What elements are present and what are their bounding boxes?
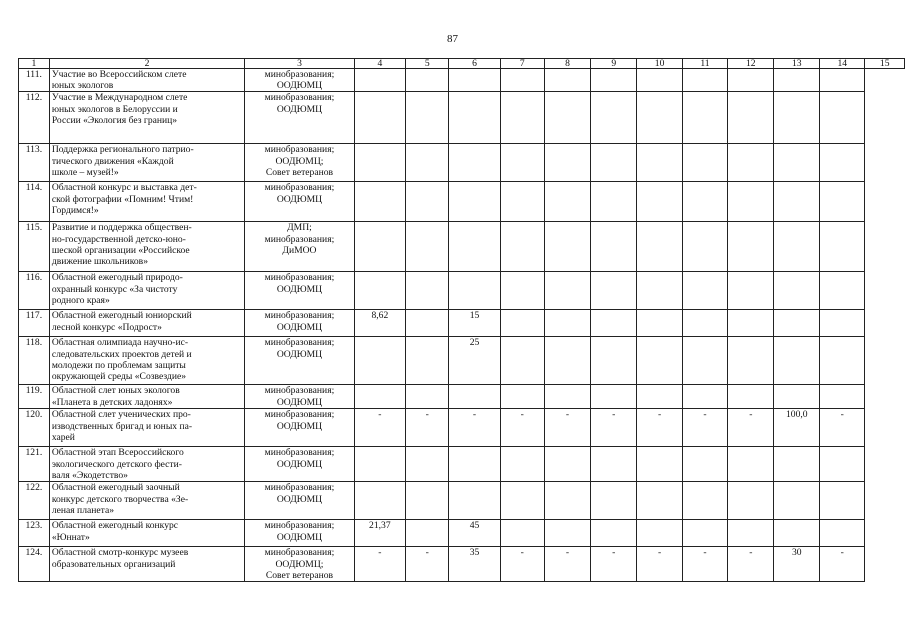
description-line: Областной слет ученических про- <box>51 409 191 421</box>
value-cell-col-8 <box>544 272 590 310</box>
value-cell-col-12 <box>728 310 774 337</box>
row-number: 114. <box>19 182 50 222</box>
description-line: тического движения «Каждой <box>51 155 174 167</box>
responsible-organization <box>245 447 354 482</box>
row-number: 122. <box>19 482 50 520</box>
value-cell-col-10: - <box>637 547 682 582</box>
description-line: Развитие и поддержка обществен- <box>51 222 192 234</box>
description-line: Участие в Международном слете <box>51 92 188 104</box>
table-row <box>19 182 905 222</box>
value-cell-col-14 <box>820 182 865 222</box>
value-cell-col-8 <box>544 222 590 272</box>
event-description <box>49 69 245 92</box>
value-cell-col-9 <box>591 182 637 222</box>
description-line: молодежи по проблемам защиты <box>51 359 186 371</box>
table-row <box>19 547 905 582</box>
table-row <box>19 385 905 409</box>
organization-line: ООДЮМЦ; <box>275 155 324 167</box>
event-description <box>49 482 245 520</box>
responsible-organization <box>245 310 354 337</box>
value-cell-col-10 <box>637 272 682 310</box>
value-cell-col-9 <box>591 520 637 547</box>
description-line: Областной этап Всероссийского <box>51 447 184 459</box>
organization-line: минобразования; <box>264 272 335 284</box>
event-description <box>49 409 245 447</box>
value-cell-col-12: - <box>728 547 774 582</box>
row-number: 117. <box>19 310 50 337</box>
responsible-organization <box>245 92 354 144</box>
page-number: 87 <box>447 33 458 45</box>
table-row <box>19 272 905 310</box>
description-line: ской фотографии «Помним! Чтим! <box>51 193 194 205</box>
value-cell-col-11 <box>682 92 727 144</box>
responsible-organization <box>245 520 354 547</box>
value-cell-col-13 <box>774 182 820 222</box>
value-cell-col-13 <box>774 337 820 385</box>
value-cell-col-7 <box>500 144 544 182</box>
value-cell-col-4: - <box>354 547 405 582</box>
description-line: Областной ежегодный природо- <box>51 272 183 284</box>
value-cell-col-7 <box>500 385 544 409</box>
table-row <box>19 144 905 182</box>
table-row <box>19 69 905 92</box>
value-cell-col-7 <box>500 182 544 222</box>
event-description <box>49 92 245 144</box>
value-cell-col-14 <box>820 337 865 385</box>
value-cell-col-12 <box>728 482 774 520</box>
description-line: Областной ежегодный юниорский <box>51 310 192 322</box>
value-cell-col-7 <box>500 272 544 310</box>
description-line: конкурс детского творчества «Зе- <box>51 493 189 505</box>
value-cell-col-10 <box>637 144 682 182</box>
value-cell-col-6 <box>449 92 500 144</box>
responsible-organization <box>245 144 354 182</box>
value-cell-col-10 <box>637 520 682 547</box>
value-cell-col-8 <box>544 92 590 144</box>
value-cell-col-14 <box>820 310 865 337</box>
value-cell-col-6 <box>449 69 500 92</box>
value-cell-col-8 <box>544 144 590 182</box>
description-line: Областной смотр-конкурс музеев <box>51 547 189 559</box>
row-number: 112. <box>19 92 50 144</box>
value-cell-col-5 <box>406 520 449 547</box>
value-cell-col-4 <box>354 69 405 92</box>
description-line: Участие во Всероссийском слете <box>51 69 187 80</box>
responsible-organization <box>245 69 354 92</box>
value-cell-col-13: 30 <box>774 547 820 582</box>
value-cell-col-13 <box>774 310 820 337</box>
column-number-11: 11 <box>682 59 727 69</box>
description-line: но-государственной детско-юно- <box>51 233 186 245</box>
event-description <box>49 144 245 182</box>
value-cell-col-10 <box>637 182 682 222</box>
value-cell-col-14 <box>820 222 865 272</box>
row-number: 118. <box>19 337 50 385</box>
organization-line: ООДЮМЦ <box>276 458 323 470</box>
table-row <box>19 482 905 520</box>
value-cell-col-6 <box>449 182 500 222</box>
value-cell-col-11 <box>682 272 727 310</box>
value-cell-col-14 <box>820 144 865 182</box>
description-line: «Планета в детских ладонях» <box>51 396 173 408</box>
organization-line: ООДЮМЦ <box>276 531 323 543</box>
value-cell-col-9 <box>591 337 637 385</box>
organization-line: минобразования; <box>264 69 335 80</box>
value-cell-col-13 <box>774 520 820 547</box>
value-cell-col-8: - <box>544 409 590 447</box>
table-row <box>19 520 905 547</box>
organization-line: Совет ветеранов <box>265 166 334 178</box>
table-row <box>19 409 905 447</box>
value-cell-col-12 <box>728 385 774 409</box>
value-cell-col-10 <box>637 482 682 520</box>
column-number-12: 12 <box>728 59 774 69</box>
value-cell-col-13 <box>774 385 820 409</box>
description-line: шеской организации «Российское <box>51 244 190 256</box>
value-cell-col-5 <box>406 92 449 144</box>
value-cell-col-12 <box>728 447 774 482</box>
value-cell-col-11: - <box>682 547 727 582</box>
description-line: Гордимся!» <box>51 204 99 216</box>
description-line: следовательских проектов детей и <box>51 348 192 360</box>
value-cell-col-14 <box>820 482 865 520</box>
organization-line: ООДЮМЦ <box>276 103 323 115</box>
value-cell-col-9 <box>591 69 637 92</box>
organization-line: ООДЮМЦ <box>276 321 323 333</box>
value-cell-col-13 <box>774 92 820 144</box>
organization-line: минобразования; <box>264 233 335 245</box>
organization-line: ООДЮМЦ <box>276 348 323 360</box>
value-cell-col-12 <box>728 144 774 182</box>
value-cell-col-10 <box>637 310 682 337</box>
event-description <box>49 547 245 582</box>
table-row <box>19 447 905 482</box>
description-line: юных экологов в Белоруссии и <box>51 103 178 115</box>
column-number-9: 9 <box>591 59 637 69</box>
row-number: 124. <box>19 547 50 582</box>
description-line: харей <box>51 431 75 443</box>
value-cell-col-9 <box>591 310 637 337</box>
organization-line: ООДЮМЦ <box>276 396 323 408</box>
organization-line: минобразования; <box>264 547 335 559</box>
organization-line: минобразования; <box>264 409 335 421</box>
organization-line: ООДЮМЦ <box>276 193 323 205</box>
value-cell-col-4 <box>354 92 405 144</box>
description-line: Областной ежегодный заочный <box>51 482 180 494</box>
value-cell-col-5 <box>406 447 449 482</box>
description-line: изводственных бригад и юных па- <box>51 420 193 432</box>
row-number: 116. <box>19 272 50 310</box>
value-cell-col-8 <box>544 182 590 222</box>
responsible-organization <box>245 222 354 272</box>
value-cell-col-13 <box>774 222 820 272</box>
column-number-2: 2 <box>49 59 245 69</box>
value-cell-col-5 <box>406 69 449 92</box>
description-line: лесной конкурс «Подрост» <box>51 321 162 333</box>
value-cell-col-8 <box>544 69 590 92</box>
row-number: 121. <box>19 447 50 482</box>
value-cell-col-13 <box>774 69 820 92</box>
value-cell-col-5 <box>406 337 449 385</box>
column-numbers-row <box>19 59 905 69</box>
description-line: родного края» <box>51 294 110 306</box>
value-cell-col-4 <box>354 182 405 222</box>
table-row <box>19 92 905 144</box>
value-cell-col-4 <box>354 272 405 310</box>
value-cell-col-10 <box>637 337 682 385</box>
value-cell-col-11 <box>682 222 727 272</box>
value-cell-col-14 <box>820 92 865 144</box>
value-cell-col-4 <box>354 482 405 520</box>
value-cell-col-12 <box>728 182 774 222</box>
value-cell-col-6: 45 <box>449 520 500 547</box>
value-cell-col-5 <box>406 222 449 272</box>
value-cell-col-7 <box>500 92 544 144</box>
value-cell-col-6: - <box>449 409 500 447</box>
value-cell-col-10 <box>637 385 682 409</box>
value-cell-col-5: - <box>406 409 449 447</box>
description-line: окружающей среды «Созвездие» <box>51 371 187 383</box>
event-description <box>49 337 245 385</box>
value-cell-col-10: - <box>637 409 682 447</box>
value-cell-col-10 <box>637 69 682 92</box>
event-description <box>49 182 245 222</box>
value-cell-col-9 <box>591 385 637 409</box>
value-cell-col-13: 100,0 <box>774 409 820 447</box>
column-number-6: 6 <box>449 59 500 69</box>
table-body <box>19 59 905 582</box>
organization-line: минобразования; <box>264 447 335 459</box>
responsible-organization <box>245 409 354 447</box>
responsible-organization <box>245 337 354 385</box>
value-cell-col-5 <box>406 385 449 409</box>
organization-line: Совет ветеранов <box>265 569 334 581</box>
value-cell-col-7 <box>500 69 544 92</box>
description-line: валя «Экодетство» <box>51 469 128 481</box>
responsible-organization <box>245 182 354 222</box>
organization-line: минобразования; <box>264 482 335 494</box>
row-number: 120. <box>19 409 50 447</box>
event-description <box>49 447 245 482</box>
organization-line: минобразования; <box>264 337 335 349</box>
description-line: Областной слет юных экологов <box>51 385 180 397</box>
value-cell-col-5 <box>406 272 449 310</box>
value-cell-col-14 <box>820 69 865 92</box>
value-cell-col-11 <box>682 310 727 337</box>
organization-line: минобразования; <box>264 310 335 322</box>
organization-line: ООДЮМЦ <box>276 420 323 432</box>
value-cell-col-9 <box>591 482 637 520</box>
value-cell-col-12 <box>728 92 774 144</box>
value-cell-col-7 <box>500 222 544 272</box>
value-cell-col-9 <box>591 447 637 482</box>
value-cell-col-9 <box>591 222 637 272</box>
value-cell-col-12 <box>728 520 774 547</box>
description-line: образовательных организаций <box>51 558 176 570</box>
description-line: школе – музей!» <box>51 166 119 178</box>
value-cell-col-8 <box>544 337 590 385</box>
organization-line: ДМП; <box>287 222 312 234</box>
value-cell-col-8 <box>544 520 590 547</box>
value-cell-col-13 <box>774 144 820 182</box>
event-description <box>49 310 245 337</box>
column-number-8: 8 <box>544 59 590 69</box>
organization-line: ДиМОО <box>282 244 317 256</box>
description-line: Областная олимпиада научно-ис- <box>51 337 189 349</box>
value-cell-col-13 <box>774 482 820 520</box>
value-cell-col-7 <box>500 447 544 482</box>
value-cell-col-7 <box>500 520 544 547</box>
organization-line: минобразования; <box>264 520 335 532</box>
value-cell-col-9 <box>591 92 637 144</box>
value-cell-col-4: 21,37 <box>354 520 405 547</box>
value-cell-col-6 <box>449 482 500 520</box>
value-cell-col-8 <box>544 310 590 337</box>
value-cell-col-12 <box>728 222 774 272</box>
organization-line: ООДЮМЦ <box>276 80 323 92</box>
value-cell-col-11 <box>682 337 727 385</box>
value-cell-col-12 <box>728 69 774 92</box>
value-cell-col-11 <box>682 182 727 222</box>
value-cell-col-9 <box>591 144 637 182</box>
value-cell-col-6 <box>449 222 500 272</box>
program-table <box>18 58 905 582</box>
organization-line: ООДЮМЦ <box>276 283 323 295</box>
event-description <box>49 385 245 409</box>
event-description <box>49 520 245 547</box>
row-number: 111. <box>19 69 50 92</box>
value-cell-col-6: 35 <box>449 547 500 582</box>
value-cell-col-13 <box>774 447 820 482</box>
value-cell-col-7 <box>500 482 544 520</box>
organization-line: ООДЮМЦ <box>276 493 323 505</box>
value-cell-col-4 <box>354 337 405 385</box>
value-cell-col-11 <box>682 447 727 482</box>
value-cell-col-4: 8,62 <box>354 310 405 337</box>
value-cell-col-11: - <box>682 409 727 447</box>
value-cell-col-7: - <box>500 409 544 447</box>
value-cell-col-8 <box>544 385 590 409</box>
value-cell-col-6 <box>449 144 500 182</box>
value-cell-col-5 <box>406 482 449 520</box>
column-number-1: 1 <box>19 59 50 69</box>
row-number: 119. <box>19 385 50 409</box>
column-number-7: 7 <box>500 59 544 69</box>
value-cell-col-12 <box>728 272 774 310</box>
value-cell-col-6: 25 <box>449 337 500 385</box>
event-description <box>49 222 245 272</box>
organization-line: минобразования; <box>264 92 335 104</box>
description-line: леная планета» <box>51 504 114 516</box>
value-cell-col-7: - <box>500 547 544 582</box>
value-cell-col-10 <box>637 447 682 482</box>
value-cell-col-5: - <box>406 547 449 582</box>
description-line: охранный конкурс «За чистоту <box>51 283 178 295</box>
value-cell-col-13 <box>774 272 820 310</box>
responsible-organization <box>245 272 354 310</box>
value-cell-col-4 <box>354 385 405 409</box>
organization-line: минобразования; <box>264 385 335 397</box>
value-cell-col-9: - <box>591 409 637 447</box>
column-number-13: 13 <box>774 59 820 69</box>
row-number: 113. <box>19 144 50 182</box>
value-cell-col-7 <box>500 337 544 385</box>
value-cell-col-14: - <box>820 409 865 447</box>
value-cell-col-6 <box>449 447 500 482</box>
value-cell-col-10 <box>637 92 682 144</box>
value-cell-col-11 <box>682 482 727 520</box>
value-cell-col-10 <box>637 222 682 272</box>
value-cell-col-4 <box>354 447 405 482</box>
value-cell-col-14: - <box>820 547 865 582</box>
organization-line: минобразования; <box>264 182 335 194</box>
row-number: 115. <box>19 222 50 272</box>
column-number-10: 10 <box>637 59 682 69</box>
responsible-organization <box>245 482 354 520</box>
responsible-organization <box>245 385 354 409</box>
value-cell-col-14 <box>820 447 865 482</box>
value-cell-col-4 <box>354 222 405 272</box>
value-cell-col-9: - <box>591 547 637 582</box>
column-number-4: 4 <box>354 59 405 69</box>
value-cell-col-14 <box>820 272 865 310</box>
value-cell-col-5 <box>406 182 449 222</box>
table-row <box>19 337 905 385</box>
description-line: «Юннат» <box>51 531 90 543</box>
description-line: Областной ежегодный конкурс <box>51 520 179 532</box>
value-cell-col-6 <box>449 385 500 409</box>
table-row <box>19 310 905 337</box>
value-cell-col-12: - <box>728 409 774 447</box>
value-cell-col-6: 15 <box>449 310 500 337</box>
value-cell-col-14 <box>820 385 865 409</box>
column-number-15: 15 <box>865 59 905 69</box>
column-number-14: 14 <box>820 59 865 69</box>
value-cell-col-5 <box>406 310 449 337</box>
description-line: юных экологов <box>51 80 114 92</box>
value-cell-col-11 <box>682 385 727 409</box>
value-cell-col-11 <box>682 69 727 92</box>
value-cell-col-6 <box>449 272 500 310</box>
value-cell-col-11 <box>682 520 727 547</box>
value-cell-col-8 <box>544 482 590 520</box>
row-number: 123. <box>19 520 50 547</box>
description-line: движение школьников» <box>51 256 149 268</box>
value-cell-col-11 <box>682 144 727 182</box>
value-cell-col-4: - <box>354 409 405 447</box>
value-cell-col-9 <box>591 272 637 310</box>
table-row <box>19 222 905 272</box>
description-line: экологического детского фести- <box>51 458 182 470</box>
description-line: России «Экология без границ» <box>51 114 178 126</box>
value-cell-col-7 <box>500 310 544 337</box>
value-cell-col-14 <box>820 520 865 547</box>
event-description <box>49 272 245 310</box>
description-line: Поддержка регионального патрио- <box>51 144 194 156</box>
value-cell-col-12 <box>728 337 774 385</box>
value-cell-col-5 <box>406 144 449 182</box>
value-cell-col-8 <box>544 447 590 482</box>
responsible-organization <box>245 547 354 582</box>
organization-line: ООДЮМЦ; <box>275 558 324 570</box>
description-line: Областной конкурс и выставка дет- <box>51 182 197 194</box>
value-cell-col-4 <box>354 144 405 182</box>
column-number-3: 3 <box>245 59 354 69</box>
column-number-5: 5 <box>406 59 449 69</box>
value-cell-col-8: - <box>544 547 590 582</box>
organization-line: минобразования; <box>264 144 335 156</box>
